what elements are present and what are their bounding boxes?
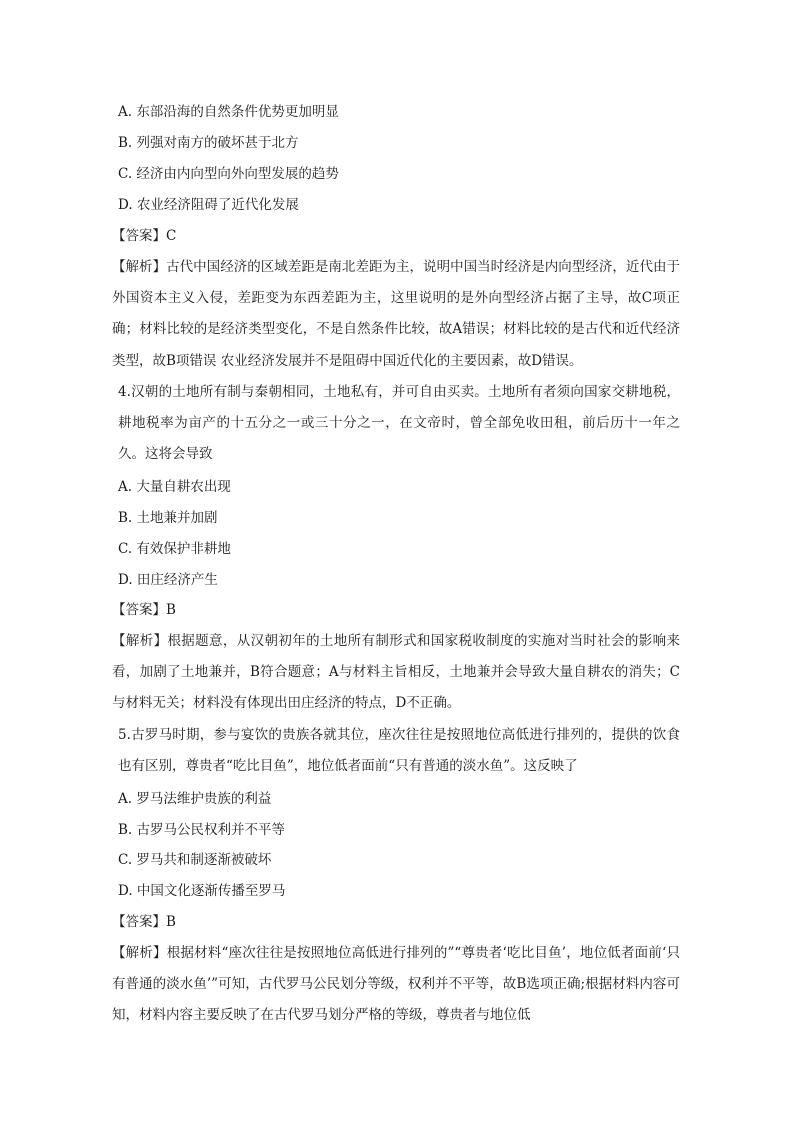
- q3-answer: 【答案】C: [112, 228, 177, 244]
- q3-option-c: C. 经济由内向型向外向型发展的趋势: [118, 166, 339, 182]
- q4-option-a: A. 大量自耕农出现: [118, 479, 231, 495]
- q5-option-c: C. 罗马共和制逐渐被破坏: [118, 852, 272, 868]
- q4-option-d: D. 田庄经济产生: [118, 572, 218, 588]
- q4-option-b: B. 土地兼并加剧: [118, 510, 218, 526]
- q4-stem: 4.汉朝的土地所有制与秦朝相同，土地私有，并可自由买卖。土地所有者须向国家交耕地税，耕地税率为亩产的十五分之一或三十分之一，在文帝时，曾全部免收田租，前后历十一年之久。这将会导致: [118, 384, 680, 463]
- q4-answer: 【答案】B: [112, 602, 176, 618]
- q3-option-d: D. 农业经济阻碍了近代化发展: [118, 197, 299, 213]
- q5-analysis: 【解析】根据材料“座次往往是按照地位高低进行排列的”“尊贵者‘吃比目鱼’，地位低者面前‘只有普通的淡水鱼’”可知，古代罗马公民划分等级，权利并不平等，故B选项正确;根据材料内容可知，材料内容主要反映了在古代罗马划分严格的等级，尊贵者与地位低: [112, 945, 680, 1024]
- q5-option-d: D. 中国文化逐渐传播至罗马: [118, 883, 286, 899]
- q5-option-b: B. 古罗马公民权利并不平等: [118, 822, 286, 838]
- q5-option-a: A. 罗马法维护贵族的利益: [118, 791, 272, 807]
- q3-option-a: A. 东部沿海的自然条件优势更加明显: [118, 104, 339, 120]
- q4-analysis: 【解析】根据题意，从汉朝初年的土地所有制形式和国家税收制度的实施对当时社会的影响来看，加剧了土地兼并，B符合题意；A与材料主旨相反，土地兼并会导致大量自耕农的消失；C与材料无关；材料没有体现出田庄经济的特点，D不正确。: [112, 633, 680, 712]
- q3-option-b: B. 列强对南方的破坏甚于北方: [118, 135, 299, 151]
- q5-stem: 5.古罗马时期，参与宴饮的贵族各就其位，座次往往是按照地位高低进行排列的，提供的饮食也有区别，尊贵者“吃比目鱼”，地位低者面前“只有普通的淡水鱼”。这反映了: [118, 727, 680, 775]
- q5-answer: 【答案】B: [112, 914, 176, 930]
- q3-analysis: 【解析】古代中国经济的区域差距是南北差距为主，说明中国当时经济是内向型经济，近代由于外国资本主义入侵，差距变为东西差距为主，这里说明的是外向型经济占据了主导，故C项正确；材料比较的是经济类型变化，不是自然条件比较，故A错误；材料比较的是古代和近代经济类型，故B项错误 农业经济发展并不是阻碍中国近代化的主要因素，故D错误。: [112, 259, 680, 369]
- q4-option-c: C. 有效保护非耕地: [118, 541, 231, 557]
